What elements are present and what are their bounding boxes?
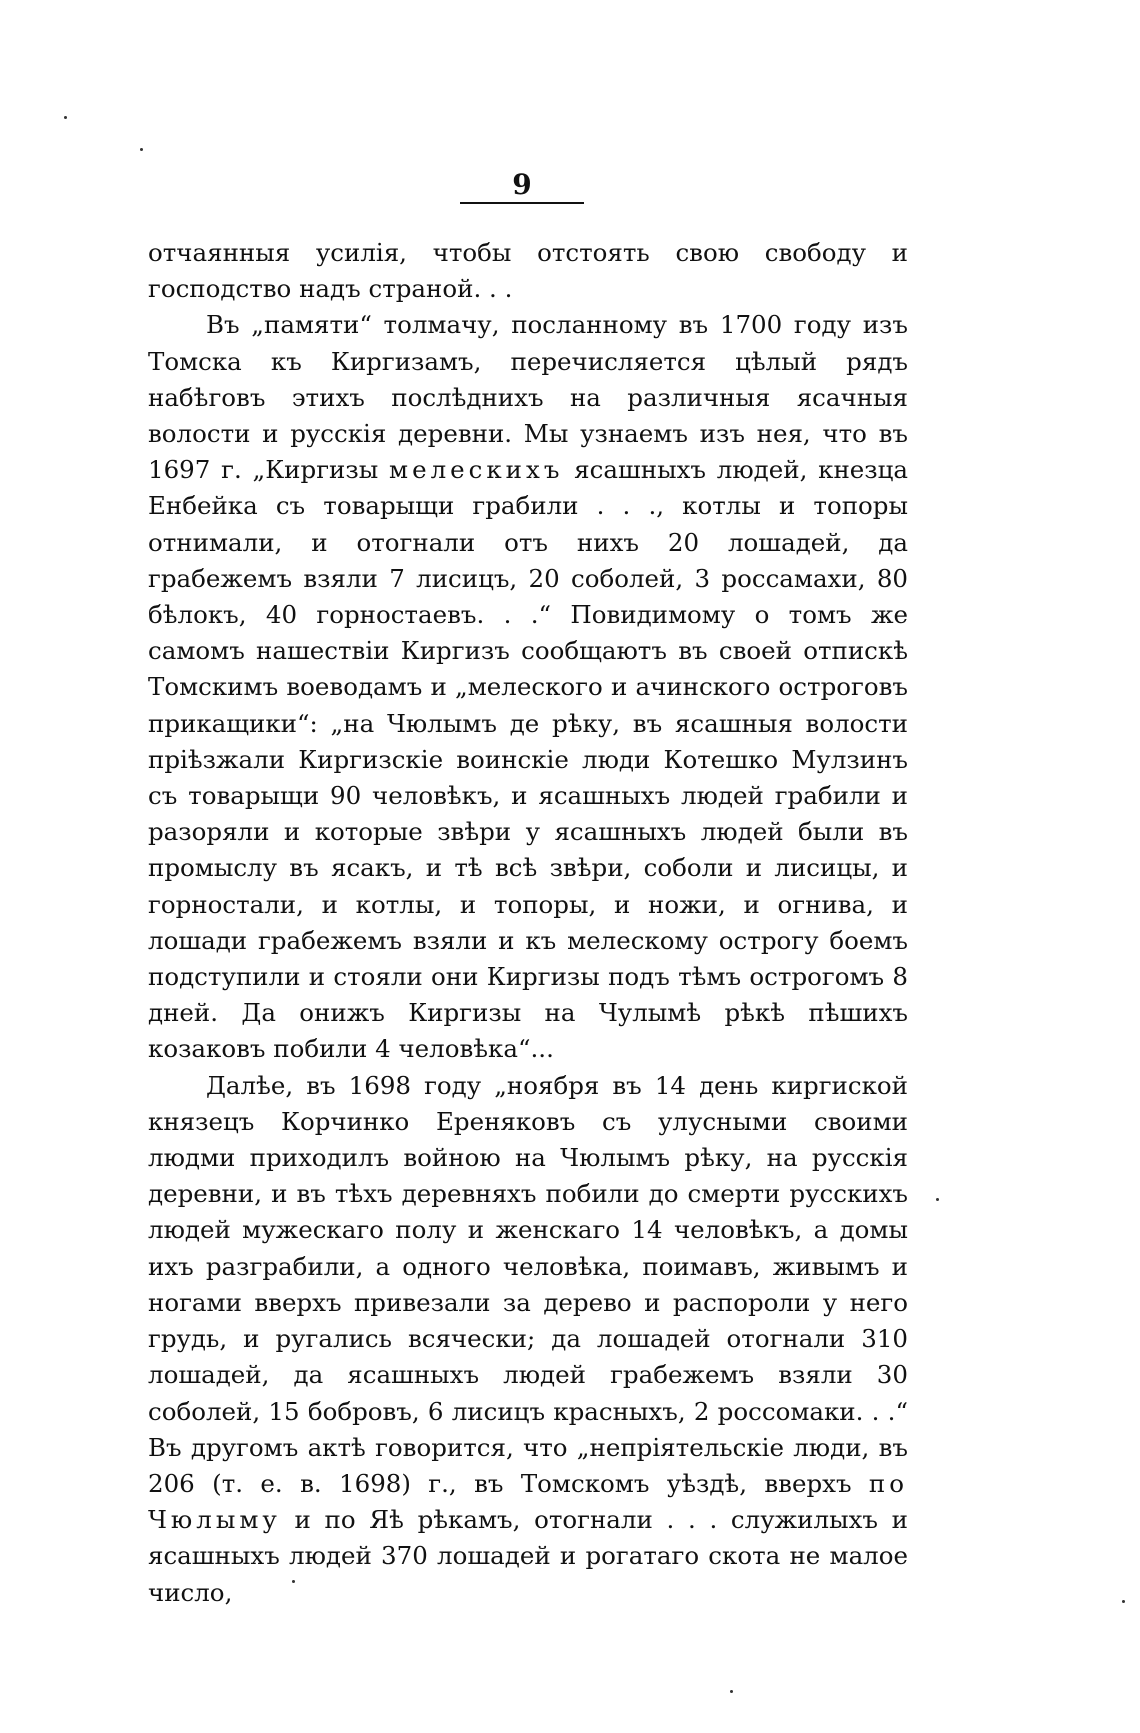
paragraph-3 (148, 1068, 908, 1611)
scan-speck (64, 116, 67, 119)
paragraph-3-spaced-phrase: по Чюлыму (148, 1468, 908, 1535)
paragraph-3-text-end: и по Яѣ рѣкамъ, отогнали . . . служилыхъ и ясашныхъ людей 370 лошадей и рогатаго скота не малое число, (148, 1505, 908, 1607)
text-body (148, 235, 908, 1611)
page-number: 9 (512, 168, 532, 201)
page-number-rule (460, 202, 584, 204)
paragraph-2-text-start: Въ „памяти“ толмачу, посланному въ 1700 году изъ Томска къ Киргизамъ, перечисляется цѣлый рядъ набѣговъ этихъ послѣднихъ на различныя ясачныя волости и русскія деревни. Мы узнаемъ изъ нея, что въ 1697 г. „Киргизы (148, 310, 908, 485)
scan-speck (730, 1690, 733, 1693)
paragraph-2-text-end: ясашныхъ людей, кнезца Енбейка съ товарыщи грабили . . ., котлы и топоры отнимали, и отогнали отъ нихъ 20 лошадей, да грабежемъ взяли 7 лисицъ, 20 соболей, 3 россамахи, 80 бѣлокъ, 40 горностаевъ. . .“ Повидимому о томъ же самомъ нашествіи Киргизъ сообщаютъ въ своей отпискѣ Томскимъ воеводамъ и „мелеского и ачинского остроговъ прикащики“: „на Чюлымъ де рѣку, въ ясашныя волости прiѣзжали Киргизскіе воинскіе люди Котешко Мулзинъ съ товарыщи 90 человѣкъ, и ясашныхъ людей грабили и разоряли и которые звѣри у ясашныхъ людей были въ промыслу въ ясакъ, и тѣ всѣ звѣри, соболи и лисицы, и горностали, и котлы, и топоры, и ножи, и огнива, и лошади грабежемъ взяли и къ мелескому острогу боемъ подступили и стояли они Киргизы подъ тѣмъ острогомъ 8 дней. Да онижъ Киргизы на Чулымѣ рѣкѣ пѣшихъ козаковъ побили 4 человѣка“... (148, 455, 908, 1064)
scan-speck (1122, 1600, 1125, 1603)
scan-speck (292, 1580, 295, 1583)
paragraph-1 (148, 235, 908, 307)
paragraph-3-text-start: Далѣе, въ 1698 году „ноября въ 14 день киргиской князецъ Корчинко Ереняковъ съ улусными своими людми приходилъ войною на Чюлымъ рѣку, на русскія деревни, и въ тѣхъ деревняхъ побили до смерти русскихъ людей мужескаго полу и женскаго 14 человѣкъ, а домы ихъ разграбили, а одного человѣка, поимавъ, живымъ и ногами вверхъ привезали за дерево и распороли у него грудь, и ругались всячески; да лошадей отогнали 310 лошадей, да ясашныхъ людей грабежемъ взяли 30 соболей, 15 бобровъ, 6 лисицъ красныхъ, 2 россомаки. . .“ Въ другомъ актѣ говорится, что „непріятельскіе люди, въ 206 (т. е. в. 1698) г., въ Томскомъ уѣздѣ, вверхъ (148, 1070, 908, 1498)
paragraph-1-text: отчаянныя усилія, чтобы отстоять свою свободу и господство надъ страной. . . (148, 238, 908, 304)
paragraph-2-spaced-word: мелескихъ (389, 455, 564, 485)
scan-speck (936, 1198, 939, 1201)
scan-speck (140, 148, 143, 151)
paragraph-2 (148, 307, 908, 1067)
